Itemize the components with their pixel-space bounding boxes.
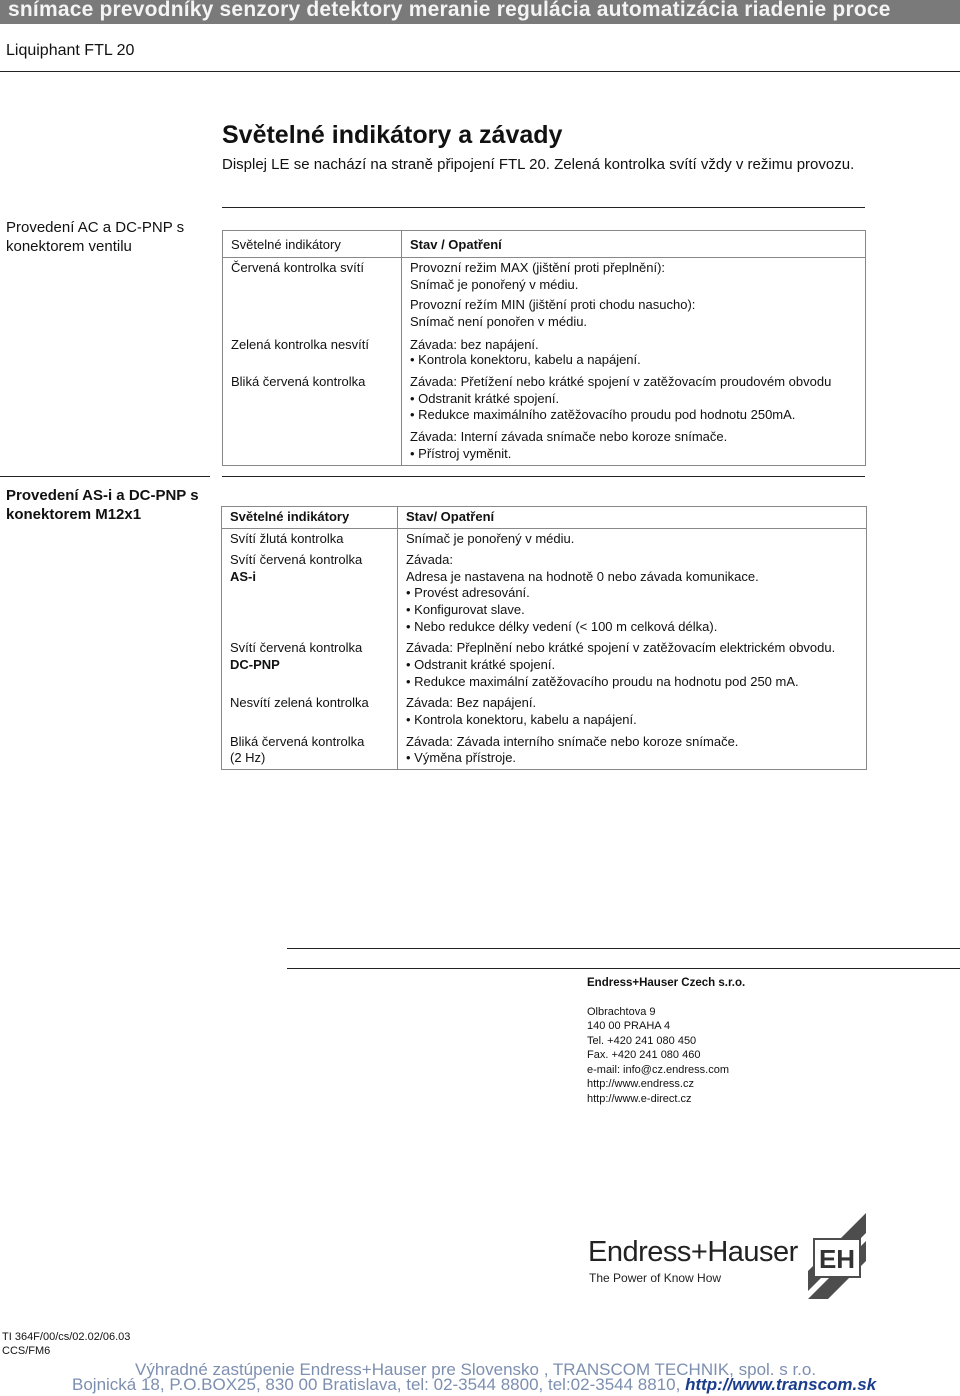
- section1-side-line-1: Provedení AC a DC-PNP s: [6, 219, 185, 236]
- section2-status-13: • Výměna přístroje.: [406, 750, 517, 765]
- reseller-contact: Bojnická 18, P.O.BOX25, 830 00 Bratislava, tel: 02-3544 8800, tel:02-3544 8810,: [72, 1375, 681, 1394]
- section2-indicator-5b: (2 Hz): [230, 750, 266, 765]
- section2-status-2: Závada:: [406, 552, 453, 567]
- section2-status-1: Snímač je ponořený v médiu.: [406, 531, 575, 546]
- address-fax: Fax. +420 241 080 460: [587, 1049, 701, 1061]
- section1-rule: [222, 207, 865, 208]
- section2-indicator-3b: DC-PNP: [230, 657, 280, 672]
- section1-indicator-3: Bliká červená kontrolka: [231, 374, 366, 389]
- section1-col2-header: Stav / Opatření: [410, 237, 502, 252]
- logo-tagline: The Power of Know How: [589, 1271, 722, 1285]
- reseller-line-1: Výhradné zastúpenie Endress+Hauser pre Slovensko , TRANSCOM TECHNIK, spol. s r.o.: [135, 1360, 817, 1379]
- section2-status-10: Závada: Bez napájení.: [406, 695, 537, 710]
- section1-side-line-2: konektorem ventilu: [6, 238, 132, 255]
- address-phone: Tel. +420 241 080 450: [587, 1035, 697, 1047]
- section2-col2-header: Stav/ Opatření: [406, 509, 495, 524]
- section2-status-5: • Konfigurovat slave.: [406, 602, 525, 617]
- section1-col-divider: [401, 231, 402, 465]
- section1-status-2: Snímač je ponořený v médiu.: [410, 277, 579, 292]
- section1-indicator-1: Červená kontrolka svítí: [231, 260, 364, 275]
- section2-status-11: • Kontrola konektoru, kabelu a napájení.: [406, 712, 637, 727]
- section1-status-6: • Kontrola konektoru, kabelu a napájení.: [410, 352, 641, 367]
- section1-status-3: Provozní režím MIN (jištění proti chodu nasucho):: [410, 297, 696, 312]
- section1-status-10: Závada: Interní závada snímače nebo koroze snímače.: [410, 429, 728, 444]
- section2-col-divider: [397, 507, 398, 769]
- section2-indicator-2b: AS-i: [230, 569, 256, 584]
- section2-indicator-4: Nesvítí zelená kontrolka: [230, 695, 369, 710]
- intro-text: Displej LE se nachází na straně připojení FTL 20. Zelená kontrolka svítí vždy v režimu provozu.: [222, 156, 855, 173]
- section1-status-1: Provozní režim MAX (jištění proti přeplnění):: [410, 260, 666, 275]
- section2-status-8: • Odstranit krátké spojení.: [406, 657, 556, 672]
- reseller-url[interactable]: http://www.transcom.sk: [685, 1375, 877, 1394]
- section1-status-5: Závada: bez napájení.: [410, 337, 539, 352]
- section2-status-9: • Redukce maximální zatěžovacího proudu na hodnotu pod 250 mA.: [406, 674, 799, 689]
- section2-side-line-1: Provedení AS-i a DC-PNP s: [6, 487, 199, 504]
- address-line-2: 140 00 PRAHA 4: [587, 1020, 671, 1032]
- reseller-line-2: [72, 1375, 876, 1395]
- section2-rule: [222, 476, 865, 477]
- section2-indicator-3: Svítí červená kontrolka: [230, 640, 363, 655]
- section2-indicator-2: Svítí červená kontrolka: [230, 552, 363, 567]
- section2-status-3: Adresa je nastavena na hodnotě 0 nebo závada komunikace.: [406, 569, 759, 584]
- section2-status-12: Závada: Závada interního snímače nebo koroze snímače.: [406, 734, 739, 749]
- footer-rule-bottom: [287, 968, 960, 969]
- section1-status-8: • Odstranit krátké spojení.: [410, 391, 560, 406]
- section2-status-6: • Nebo redukce délky vedení (< 100 m celková délka).: [406, 619, 718, 634]
- section1-indicator-2: Zelená kontrolka nesvítí: [231, 337, 370, 352]
- section1-status-7: Závada: Přetížení nebo krátké spojení v zatěžovacím proudovém obvodu: [410, 374, 832, 389]
- section1-status-11: • Přístroj vyměnit.: [410, 446, 512, 461]
- address-email[interactable]: e-mail: info@cz.endress.com: [587, 1064, 729, 1076]
- page-title: Světelné indikátory a závady: [222, 121, 563, 149]
- section2-indicator-1: Svítí žlutá kontrolka: [230, 531, 344, 546]
- address-web-1[interactable]: http://www.endress.cz: [587, 1078, 694, 1090]
- section2-status-4: • Provést adresování.: [406, 585, 530, 600]
- section1-col1-header: Světelné indikátory: [231, 237, 341, 252]
- banner-text: snímace prevodníky senzory detektory meranie regulácia automatizácia riadenie proce: [8, 0, 891, 21]
- address-line-1: Olbrachtova 9: [587, 1006, 656, 1018]
- section2-indicator-5: Bliká červená kontrolka: [230, 734, 365, 749]
- section1-status-4: Snímač není ponořen v médiu.: [410, 314, 588, 329]
- product-name: Liquiphant FTL 20: [6, 42, 135, 59]
- doc-code: CCS/FM6: [2, 1345, 51, 1357]
- section2-header-divider: [222, 528, 866, 529]
- footer-rule-top: [287, 948, 960, 949]
- address-web-2[interactable]: http://www.e-direct.cz: [587, 1093, 692, 1105]
- eh-logo-mark: [808, 1213, 868, 1301]
- section2-rule-left: [0, 476, 210, 477]
- logo-mark-text: EH: [818, 1244, 856, 1274]
- section2-status-7: Závada: Přeplnění nebo krátké spojení v zatěžovacím elektrickém obvodu.: [406, 640, 836, 655]
- doc-id: TI 364F/00/cs/02.02/06.03: [2, 1331, 131, 1343]
- header-rule: [0, 71, 960, 72]
- section1-status-9: • Redukce maximálního zatěžovacího proudu pod hodnotu 250mA.: [410, 407, 796, 422]
- top-banner: [0, 0, 960, 24]
- section1-header-divider: [223, 257, 865, 258]
- section2-col1-header: Světelné indikátory: [230, 509, 350, 524]
- company-name: Endress+Hauser Czech s.r.o.: [587, 977, 746, 989]
- logo-wordmark: Endress+Hauser: [588, 1236, 798, 1268]
- section2-side-line-2: konektorem M12x1: [6, 506, 142, 523]
